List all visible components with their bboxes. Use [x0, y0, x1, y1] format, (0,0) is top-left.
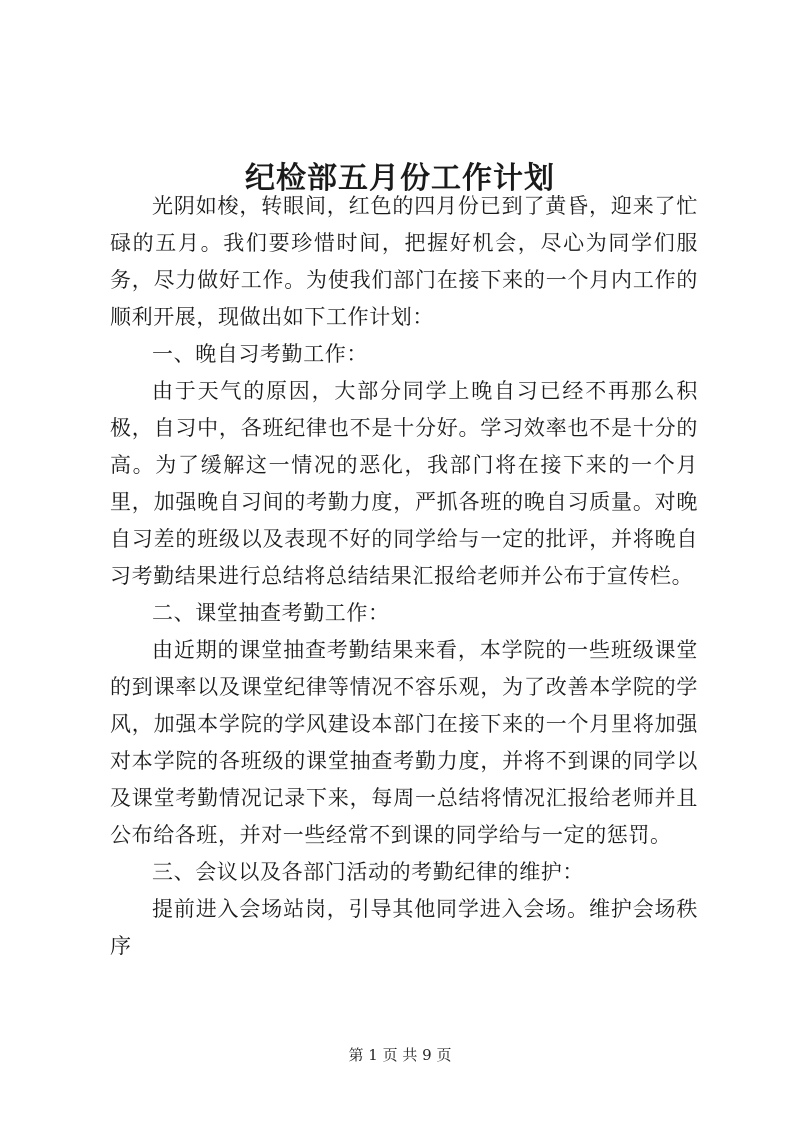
document-body: [110, 188, 698, 965]
class-attendance-paragraph: 由近期的课堂抽查考勤结果来看，本学院的一些班级课堂的到课率以及课堂纪律等情况不容乐观，为了改善本学院的学风，加强本学院的学风建设本部门在接下来的一个月里将加强对本学院的各班级的课堂抽查考勤力度，并将不到课的同学以及课堂考勤情况记录下来，每周一总结将情况汇报给老师并且公布给各班，并对一些经常不到课的同学给与一定的惩罚。: [110, 638, 698, 847]
evening-study-paragraph: 由于天气的原因，大部分同学上晚自习已经不再那么积极，自习中，各班纪律也不是十分好。学习效率也不是十分的高。为了缓解这一情况的恶化，我部门将在接下来的一个月里，加强晚自习间的考勤力度，严抓各班的晚自习质量。对晚自习差的班级以及表现不好的同学给与一定的批评，并将晚自习考勤结果进行总结将总结结果汇报给老师并公布于宣传栏。: [110, 379, 698, 588]
document-title: 纪检部五月份工作计划: [245, 161, 555, 197]
section-heading-meeting-discipline: 三、会议以及各部门活动的考勤纪律的维护：: [152, 860, 584, 884]
section-heading-evening-study: 一、晚自习考勤工作：: [152, 342, 368, 366]
intro-paragraph: 光阴如梭，转眼间，红色的四月份已到了黄昏，迎来了忙碌的五月。我们要珍惜时间，把握好机会，尽心为同学们服务，尽力做好工作。为使我们部门在接下来的一个月内工作的顺利开展，现做出如下工作计划：: [110, 194, 698, 329]
page-footer: 第 1 页 共 9 页: [348, 1046, 452, 1064]
section-heading-class-attendance: 二、课堂抽查考勤工作：: [152, 601, 390, 625]
meeting-discipline-paragraph: 提前进入会场站岗，引导其他同学进入会场。维护会场秩序: [110, 897, 698, 958]
